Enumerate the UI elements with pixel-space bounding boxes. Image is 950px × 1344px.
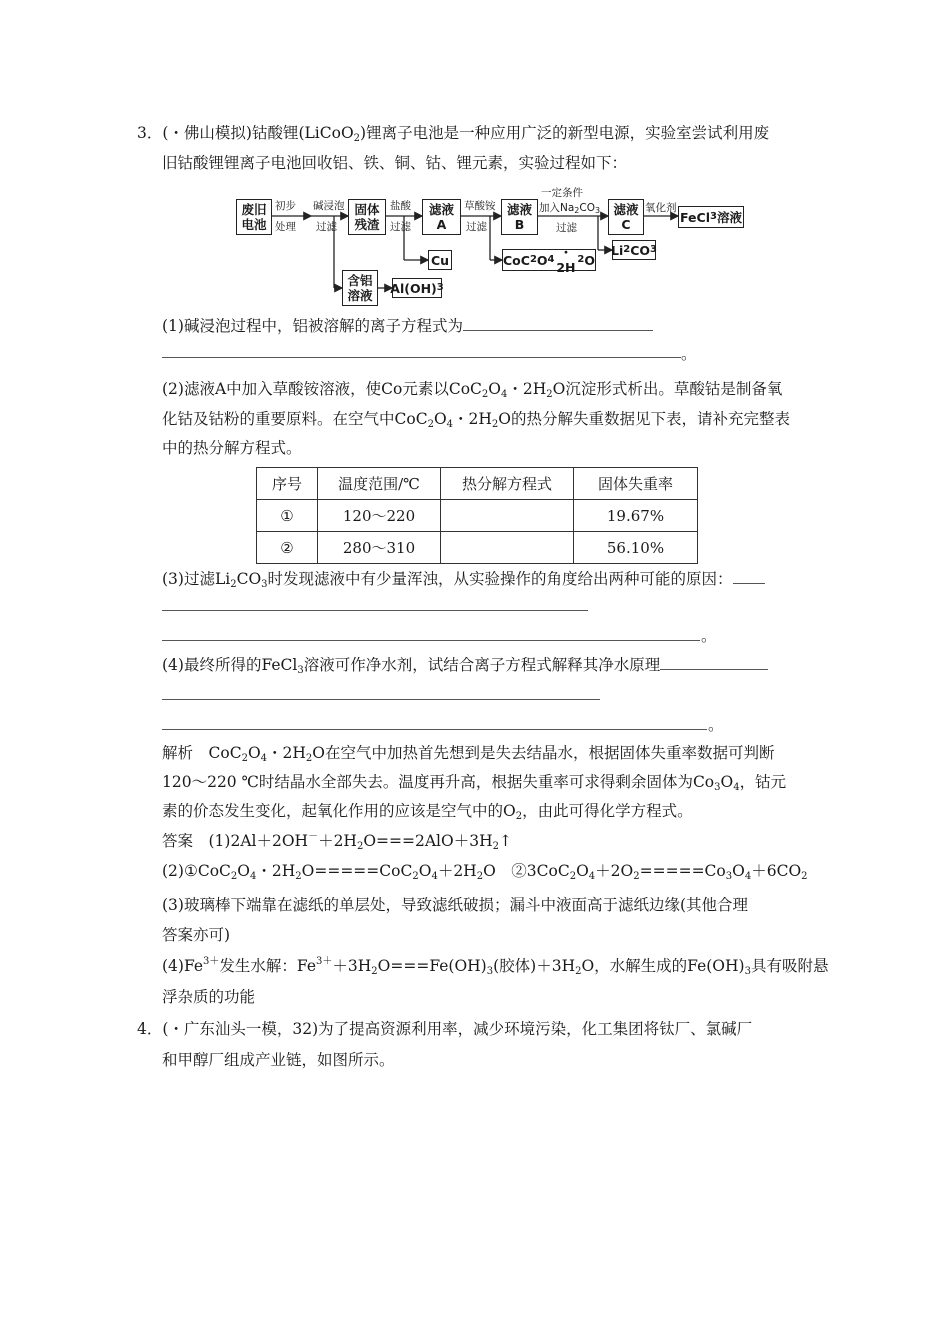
box-solid-residue: 固体 残渣 xyxy=(348,199,386,235)
table-cell: 280～310 xyxy=(318,532,441,564)
box-li2co3: Li 2 CO 3 xyxy=(612,240,656,260)
label-initial: 初步 xyxy=(275,200,296,212)
box-aluminum-solution: 含铝 溶液 xyxy=(342,270,378,306)
answer-4-line-2: 浮杂质的功能 xyxy=(162,988,256,1006)
q3-part-1: (1)碱浸泡过程中，铝被溶解的离子方程式为 xyxy=(162,314,653,337)
label-ammonium-oxalate: 草酸铵 xyxy=(464,200,496,212)
box-filtrate-b: 滤液 B xyxy=(501,199,538,235)
box-waste-battery: 废旧 电池 xyxy=(236,199,272,235)
q3-part-1-end: 。 xyxy=(681,345,697,363)
answer-blank-3b xyxy=(162,640,700,641)
label-hcl: 盐酸 xyxy=(390,200,411,212)
label-certain-condition: 一定条件 xyxy=(541,187,583,199)
answer-3-line-2: 答案亦可) xyxy=(162,926,231,944)
q3-line-2: 旧钴酸锂锂离子电池回收铝、铁、铜、钴、锂元素，实验过程如下： xyxy=(162,154,628,172)
answer-blank-4a xyxy=(162,699,600,700)
table-row xyxy=(257,532,698,564)
answer-blank-3a xyxy=(162,610,588,611)
thermal-decomposition-table xyxy=(256,467,698,564)
q4-line-1: 4．(・广东汕头一模，32)为了提高资源利用率，减少环境污染，化工集团将钛厂、氯碱厂 xyxy=(137,1020,753,1038)
label-oxidant: 氧化剂 xyxy=(645,202,677,214)
table-cell xyxy=(441,532,574,564)
answer-blank-1 xyxy=(162,357,681,358)
table-header: 序号 xyxy=(257,468,318,500)
q4-line-2: 和甲醇厂组成产业链，如图所示。 xyxy=(162,1051,395,1069)
q3-line-1: 3．(・佛山模拟)钴酸锂(LiCoO$_2$)锂离子电池是一种应用广泛的新型电源，实验室尝试利用废 xyxy=(137,124,770,144)
table-row xyxy=(257,500,698,532)
table-cell xyxy=(441,500,574,532)
box-aloh3: Al(OH) 3 xyxy=(392,278,442,298)
q3-part-4: (4)最终所得的FeCl$_3$溶液可作净水剂，试结合离子方程式解释其净水原理 xyxy=(162,653,768,676)
box-filtrate-a: 滤液 A xyxy=(422,199,461,235)
table-cell: 120～220 xyxy=(318,500,441,532)
table-cell: ② xyxy=(257,532,318,564)
table-cell: 56.10% xyxy=(574,532,698,564)
explanation-line-2: 120～220 ℃时结晶水全部失去。温度再升高，根据失重率可求得剩余固体为$Co_3O_4$，钴元 xyxy=(162,773,787,793)
table-header-row xyxy=(257,468,698,500)
label-treatment: 处理 xyxy=(275,221,296,233)
answer-blank-4b xyxy=(162,729,707,730)
box-coc2o4: CoC 2 O 4 ・2H 2 O xyxy=(503,245,595,275)
label-alkali-filter: 过滤 xyxy=(316,221,337,233)
table-header: 固体失重率 xyxy=(574,468,698,500)
explanation-line-3: 素的价态发生变化，起氧化作用的应该是空气中的$O_2$，由此可得化学方程式。 xyxy=(162,802,693,822)
q3-part-2-line-1: (2)滤液A中加入草酸铵溶液，使Co元素以$CoC_2O_4$・$2H_2O$沉淀形式析出。草酸钴是制备氧 xyxy=(162,380,783,400)
label-oxalate-filter: 过滤 xyxy=(466,221,487,233)
process-flowchart xyxy=(236,184,744,308)
q3-part-4-end: 。 xyxy=(708,716,724,734)
q3-part-3: (3)过滤$Li_2CO_3$时发现滤液中有少量浑浊，从实验操作的角度给出两种可能的原因： xyxy=(162,567,765,590)
label-hcl-filter: 过滤 xyxy=(390,221,411,233)
box-cu: Cu xyxy=(428,250,452,270)
table-header: 热分解方程式 xyxy=(441,468,574,500)
q3-part-2-line-3: 中的热分解方程式。 xyxy=(162,439,302,457)
answer-3-line-1: (3)玻璃棒下端靠在滤纸的单层处，导致滤纸破损；漏斗中液面高于滤纸边缘(其他合理 xyxy=(162,896,749,914)
box-filtrate-c: 滤液 C xyxy=(608,199,644,235)
label-add-na2co3: 加入$Na_2CO_3$ xyxy=(539,202,601,215)
q3-part-2-line-2: 化钴及钴粉的重要原料。在空气中$CoC_2O_4$・$2H_2O$的热分解失重数据见下表，请补充完整表 xyxy=(162,410,791,430)
table-cell: ① xyxy=(257,500,318,532)
label-cond-filter: 过滤 xyxy=(556,222,577,234)
answer-1: 答案 $(1)2Al+2OH^-+2H_2O===2AlO+3H_2↑$ xyxy=(162,831,512,852)
table-cell: 19.67% xyxy=(574,500,698,532)
answer-4-line-1: $(4)Fe^{3+}$发生水解：$Fe^{3+}+3H_2O===Fe(OH)_3$(胶体)$+3H_2O$，水解生成的$Fe(OH)_3$具有吸附悬 xyxy=(162,956,829,977)
explanation-line-1: 解析 $CoC_2O_4$・$2H_2O$在空气中加热首先想到是失去结晶水，根据固体失重率数据可判断 xyxy=(162,744,775,764)
table-header: 温度范围/℃ xyxy=(318,468,441,500)
box-fecl3-solution: FeCl 3 溶液 xyxy=(678,206,744,228)
label-alkali-soak: 碱浸泡 xyxy=(313,200,345,212)
answer-2: $(2)①CoC_2O_4$・$2H_2O=====CoC_2O_4+2H_2O$ $②3CoC_2O_4+2O_2=====Co_3O_4+6CO_2$ xyxy=(162,862,808,882)
q3-part-3-end: 。 xyxy=(701,627,717,645)
